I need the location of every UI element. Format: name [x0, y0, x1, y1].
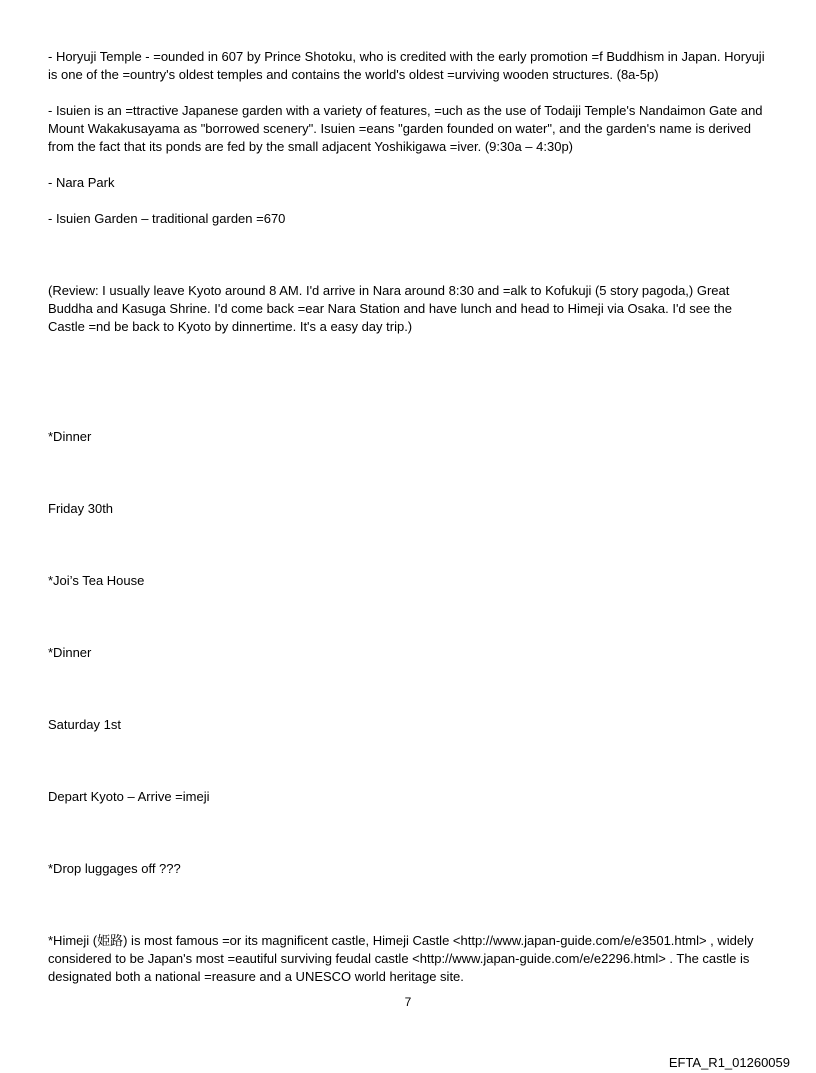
paragraph-friday: Friday 30th [48, 501, 114, 516]
paragraph-himeji: *Himeji (姫路) is most famous =or its magnificent castle, Himeji Castle <http://www.japan-guide.com/e/e3501.html> , widely considered to be Japan's most =eautiful surviving feudal castle <http://www.japan-guide.com/e/e2296.html> . The castle is designated both a national =reasure and a UNESCO world heritage site. [48, 933, 754, 984]
paragraph-nara-park: - Nara Park [48, 175, 115, 190]
paragraph-dinner-2: *Dinner [48, 645, 92, 660]
document-page [48, 48, 768, 986]
document-id: EFTA_R1_01260059 [668, 1055, 790, 1070]
paragraph-isuien-garden: - Isuien Garden – traditional garden =670 [48, 211, 286, 226]
paragraph-dinner-1: *Dinner [48, 429, 92, 444]
paragraph-review: (Review: I usually leave Kyoto around 8 AM. I'd arrive in Nara around 8:30 and =alk to Kofukuji (5 story pagoda,) Great Buddha and Kasuga Shrine. I'd come back =ear Nara Station and have lunch and head to Himeji via Osaka. I'd see the Castle =nd be back to Kyoto by dinnertime. It's a easy day trip.) [48, 283, 732, 334]
page-number: 7 [404, 995, 412, 1009]
paragraph-tea-house: *Joi’s Tea House [48, 573, 145, 588]
paragraph-drop-luggage: *Drop luggages off ??? [48, 861, 181, 876]
paragraph-isuien: - Isuien is an =ttractive Japanese garden with a variety of features, =uch as the use of Todaiji Temple's Nandaimon Gate and Mount Wakakusayama as "borrowed scenery". Isuien =eans "garden founded on water", and the garden's name is derived from the fact that its ponds are fed by the small adjacent Yoshikigawa =iver. (9:30a – 4:30p) [48, 103, 763, 154]
paragraph-depart-kyoto: Depart Kyoto – Arrive =imeji [48, 789, 210, 804]
paragraph-horyuji: - Horyuji Temple - =ounded in 607 by Prince Shotoku, who is credited with the early promotion =f Buddhism in Japan. Horyuji is one of the =ountry's oldest temples and contains the world's oldest =urviving wooden structures. (8a-5p) [48, 49, 765, 82]
paragraph-saturday: Saturday 1st [48, 717, 121, 732]
